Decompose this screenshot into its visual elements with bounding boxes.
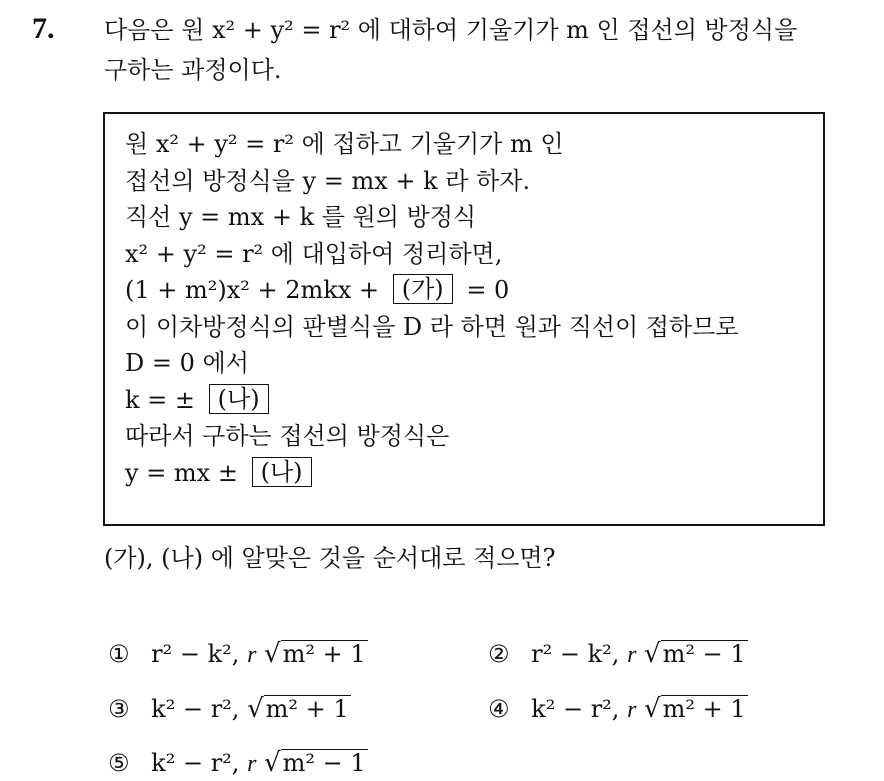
choice-4-first: k² − r², [531, 695, 620, 723]
choice-2-coef: r [627, 642, 637, 668]
choice-4-coef: r [627, 697, 637, 723]
choice-5-radicand: m² − 1 [282, 749, 366, 777]
solution-line-6: 이 이차방정식의 판별식을 D 라 하면 원과 직선이 접하므로 [125, 312, 739, 341]
choice-1-radicand: m² + 1 [282, 640, 366, 668]
solution-line-10: y = mx ± (나) [125, 455, 815, 492]
choice-4-mark: ④ [488, 695, 510, 723]
sqrt-icon: √m² + 1 [247, 694, 349, 724]
stem-line-1: 다음은 원 x² + y² = r² 에 대하여 기울기가 m 인 접선의 방정식을 [104, 16, 798, 44]
choice-5-mark: ⑤ [108, 749, 130, 777]
choice-5-first: k² − r², [151, 749, 240, 777]
question-number: 7. [32, 12, 55, 45]
stem-line-2: 구하는 과정이다. [104, 56, 282, 84]
solution-line-3: 직선 y = mx + k 를 원의 방정식 [125, 203, 477, 231]
choice-5[interactable] [108, 746, 368, 781]
solution-line-1: 원 x² + y² = r² 에 접하고 기울기가 m 인 [125, 130, 564, 158]
sqrt-icon: √m² + 1 [264, 639, 366, 669]
choice-1[interactable] [108, 637, 368, 672]
choice-1-first: r² − k², [151, 640, 240, 668]
solution-line-7: D = 0 에서 [125, 349, 249, 377]
choice-4-radicand: m² + 1 [662, 695, 746, 723]
question-prompt: (가), (나) 에 알맞은 것을 순서대로 적으면? [104, 544, 556, 572]
solution-box [103, 112, 825, 526]
choice-1-mark: ① [108, 640, 130, 668]
solution-line-2: 접선의 방정식을 y = mx + k 라 하자. [125, 166, 531, 195]
solution-line-9: 따라서 구하는 접선의 방정식은 [125, 422, 450, 450]
choice-2-first: r² − k², [531, 640, 620, 668]
solution-line-4: x² + y² = r² 에 대입하여 정리하면, [125, 239, 503, 268]
question-stem [104, 10, 864, 90]
solution-line-5: (1 + m²)x² + 2mkx + (가) = 0 [125, 275, 510, 304]
choice-4[interactable] [488, 692, 748, 727]
sqrt-icon: √m² − 1 [644, 639, 746, 669]
choice-3-radicand: m² + 1 [265, 695, 349, 723]
solution-lines [125, 126, 815, 491]
choice-2[interactable] [488, 637, 748, 672]
choice-3-mark: ③ [108, 695, 130, 723]
choice-2-mark: ② [488, 640, 510, 668]
sqrt-icon: √m² + 1 [644, 694, 746, 724]
blank-na-2: (나) [252, 457, 312, 487]
solution-line-8: k = ± (나) [125, 382, 815, 419]
choice-3-first: k² − r², [151, 695, 240, 723]
sqrt-icon: √m² − 1 [264, 748, 366, 778]
choice-5-coef: r [247, 751, 257, 777]
choice-2-radicand: m² − 1 [662, 640, 746, 668]
choice-3[interactable] [108, 692, 351, 727]
blank-ga: (가) [393, 274, 453, 304]
blank-na-1: (나) [209, 384, 269, 414]
choice-1-coef: r [247, 642, 257, 668]
